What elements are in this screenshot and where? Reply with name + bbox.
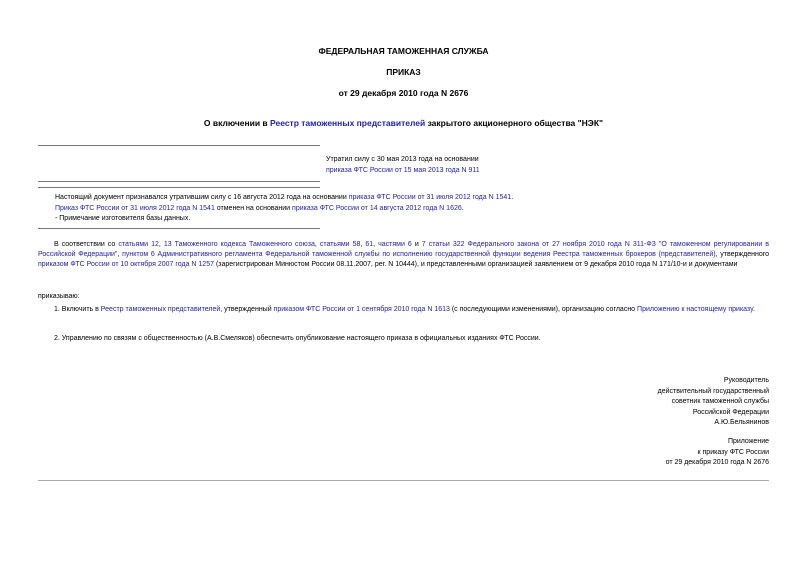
link-appendix[interactable]: Приложению к настоящему приказу <box>637 306 753 313</box>
text: , <box>360 241 366 248</box>
appendix-line: от 29 декабря 2010 года N 2676 <box>665 459 769 466</box>
note-link-1541-b[interactable]: Приказ ФТС России от 31 июля 2012 года N 1541 <box>55 204 215 212</box>
text: , <box>158 241 164 248</box>
agency-name: ФЕДЕРАЛЬНАЯ ТАМОЖЕННАЯ СЛУЖБА <box>318 46 489 56</box>
order-word: приказываю: <box>38 293 80 300</box>
signature-line: советник таможенной службы <box>671 398 769 405</box>
divider-mid <box>38 181 320 182</box>
note-link-1541[interactable]: приказа ФТС России от 31 июля 2012 года N 1541 <box>348 194 512 201</box>
text: и <box>411 241 422 248</box>
note-line-3: - Примечание изготовителя базы данных. <box>55 215 191 222</box>
text: В соответствии со <box>54 241 119 248</box>
item-2-paragraph: 2. Управлению по связям с общественностью (А.В.Смеляков) обеспечить опубликование настоящего приказа в официальных изданиях ФТС России. <box>54 335 541 342</box>
text: , утвержденный <box>220 306 274 313</box>
link-article-58[interactable]: статьями 58 <box>319 241 361 248</box>
appendix-line: к приказу ФТС России <box>697 448 769 456</box>
text: , <box>314 241 320 248</box>
title-prefix: О включении в <box>203 118 271 128</box>
repeal-text: Утратил силу с 30 мая 2013 года на основании <box>326 156 479 163</box>
note-link-1626[interactable]: приказа ФТС России от 14 августа 2012 года N 1626 <box>292 204 462 212</box>
text: (с последующими изменениями), организацию согласно <box>449 306 638 313</box>
appendix-block <box>666 437 769 469</box>
page-bottom-rule <box>38 480 769 481</box>
divider-top <box>38 145 320 146</box>
divider-bottom <box>38 228 320 229</box>
note-line-1 <box>55 193 513 204</box>
link-article-61[interactable]: 61 <box>365 241 374 248</box>
repeal-notice <box>326 156 480 174</box>
document-title <box>0 118 807 128</box>
link-customs-code[interactable]: 13 Таможенного кодекса Таможенного союза <box>163 241 315 248</box>
text: , утвержденного <box>715 251 770 258</box>
document-type: ПРИКАЗ <box>386 67 421 77</box>
basis-paragraph <box>38 240 769 270</box>
database-note <box>55 193 513 225</box>
signature-name: А.Ю.Бельянинов <box>714 419 769 426</box>
link-admin-regulation[interactable]: пунктом 6 Административного регламента Федеральной таможенной службы по исполнению государственной функции ведения Реестра таможенных брокеров (представителей) <box>122 251 716 258</box>
title-registry-link[interactable]: Реестр таможенных представителей <box>270 118 426 128</box>
link-registry[interactable]: Реестр таможенных представителей <box>100 306 221 313</box>
text: . <box>752 306 755 313</box>
item-1-paragraph <box>38 305 769 315</box>
text: , <box>373 241 379 248</box>
note-end: . <box>511 194 514 201</box>
divider-mid-2 <box>38 187 320 188</box>
signature-line: Российской Федерации <box>692 408 769 416</box>
signature-line: действительный государственный <box>657 387 769 395</box>
note-text-2: отменен на основании <box>214 204 293 212</box>
link-article-12[interactable]: статьями 12 <box>118 241 159 248</box>
signature-block <box>658 376 769 429</box>
signature-line: Руководитель <box>723 377 769 384</box>
note-end-2: . <box>461 204 464 212</box>
link-order-1613[interactable]: приказом ФТС России от 1 сентября 2010 года N 1613 <box>273 306 450 313</box>
link-order-1257[interactable]: приказом ФТС России от 10 октября 2007 года N 1257 <box>38 261 214 268</box>
text: (зарегистрирован Минюстом России 08.11.2007, рег. N 10444), и представленными организацией заявлением от 9 декабря 2010 года N 171/10-и и документами <box>214 261 738 268</box>
text: 1. Включить в <box>54 306 101 313</box>
note-text: Настоящий документ признавался утратившим силу с 16 августа 2012 года на основании <box>55 194 349 201</box>
note-line-2 <box>55 204 513 215</box>
link-part-6[interactable]: частями 6 <box>378 241 412 248</box>
repeal-link[interactable]: приказа ФТС России от 15 мая 2013 года N 911 <box>326 167 480 174</box>
appendix-line: Приложение <box>727 438 769 445</box>
document-date: от 29 декабря 2010 года N 2676 <box>338 88 469 98</box>
link-federal-law[interactable]: 7 статьи 322 Федерального закона от 27 ноября 2010 года N 311-ФЗ "О таможенном регулировании в Российской Федерации" <box>38 241 769 258</box>
text: , <box>117 251 123 258</box>
title-suffix: закрытого акционерного общества "НЭК" <box>425 118 604 128</box>
